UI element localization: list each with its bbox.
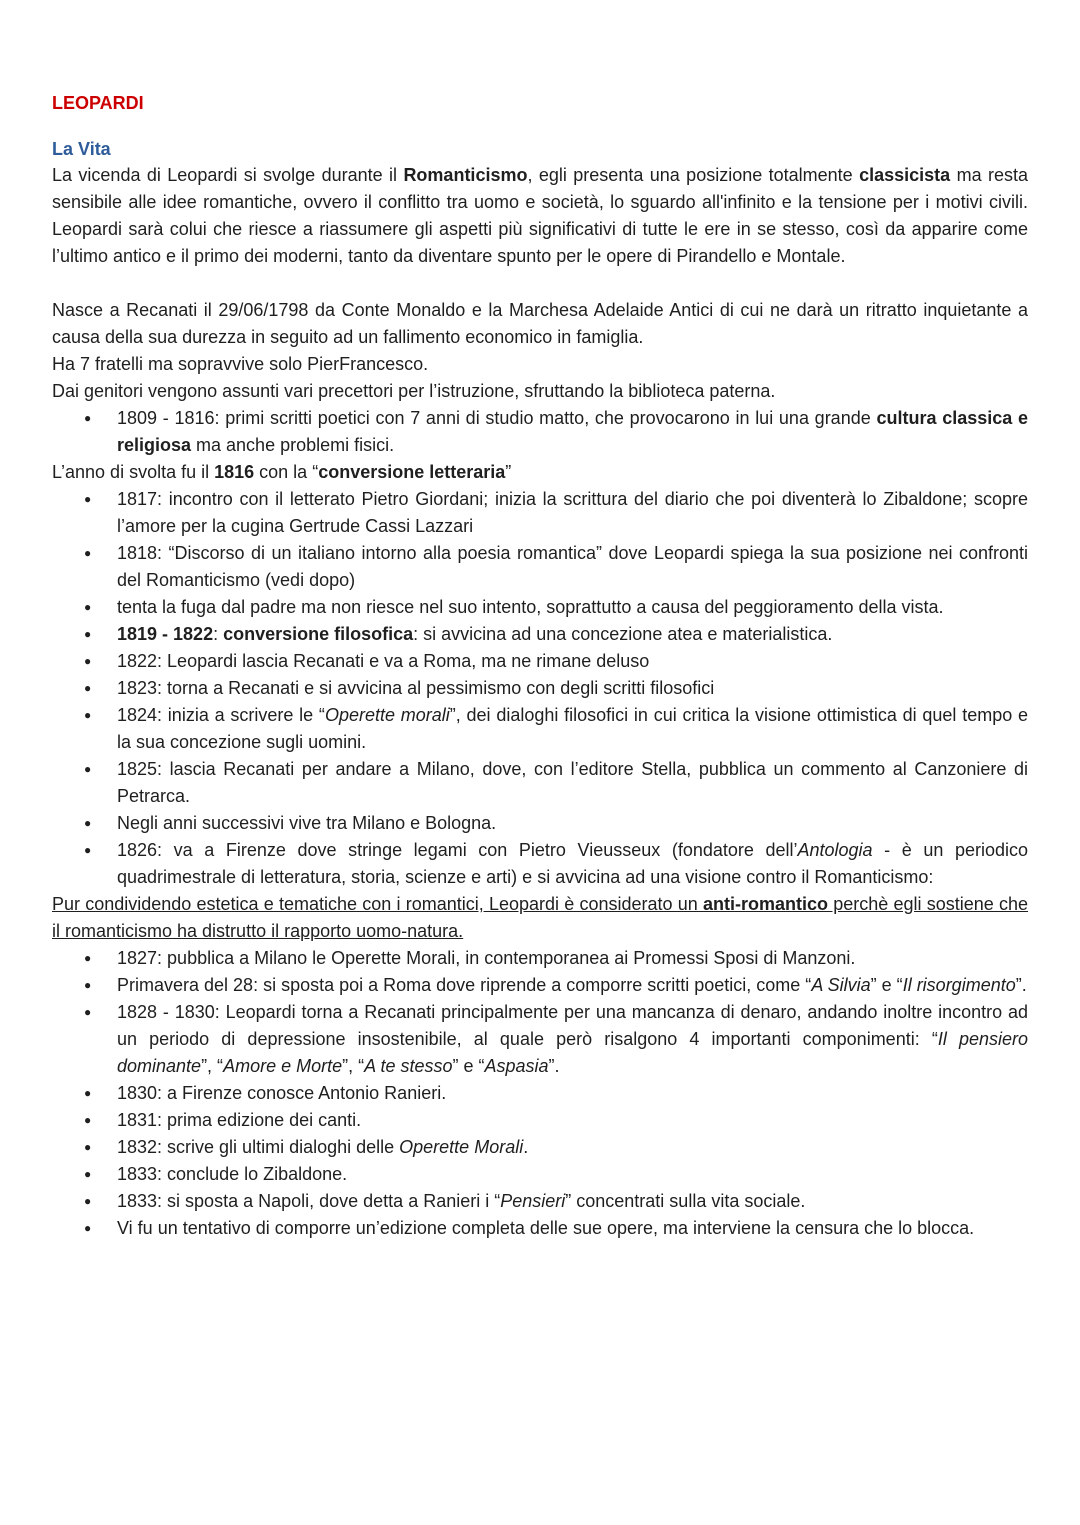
intro-paragraph: La vicenda di Leopardi si svolge durante il Romanticismo, egli presenta una posizione totalmente classicista ma resta sensibile alle idee romantiche, ovvero il conflitto tra uomo e società, lo sguardo all'infinito e la tensione per i motivi civili. Leopardi sarà colui che riesce a riassumere gli aspetti più significativi di tutte le ere in se stesso, così da apparire come l’ultimo antico e il primo dei moderni, tanto da diventare spunto per le opere di Pirandello e Montale.: [52, 165, 1028, 266]
list-item: ● 1825: lascia Recanati per andare a Milano, dove, con l’editore Stella, pubblica un commento al Canzoniere di Petrarca.: [52, 756, 1028, 810]
list-item: ● 1830: a Firenze conosce Antonio Ranieri.: [52, 1080, 1028, 1107]
paragraph-gap: [52, 270, 1028, 297]
section-heading: La Vita: [52, 139, 111, 159]
list-item: ● 1818: “Discorso di un italiano intorno alla poesia romantica” dove Leopardi spiega la sua posizione nei confronti del Romanticismo (vedi dopo): [52, 540, 1028, 594]
list-item: ● 1827: pubblica a Milano le Operette Morali, in contemporanea ai Promessi Sposi di Manzoni.: [52, 945, 1028, 972]
list-item: ● Primavera del 28: si sposta poi a Roma dove riprende a comporre scritti poetici, come “A Silvia” e “Il risorgimento”.: [52, 972, 1028, 999]
list-item: ● tenta la fuga dal padre ma non riesce nel suo intento, soprattutto a causa del peggioramento della vista.: [52, 594, 1028, 621]
document-title: LEOPARDI: [52, 93, 144, 113]
list-item: ● 1824: inizia a scrivere le “Operette morali”, dei dialoghi filosofici in cui critica la visione ottimistica di quel tempo e la sua concezione sugli uomini.: [52, 702, 1028, 756]
list-item: ● 1823: torna a Recanati e si avvicina al pessimismo con degli scritti filosofici: [52, 675, 1028, 702]
bullet-list-middle: [52, 486, 1028, 891]
underlined-statement: Pur condividendo estetica e tematiche con i romantici, Leopardi è considerato un anti-romantico perchè egli sostiene che il romanticismo ha distrutto il rapporto uomo-natura.: [52, 894, 1028, 941]
list-item: ● 1822: Leopardi lascia Recanati e va a Roma, ma ne rimane deluso: [52, 648, 1028, 675]
list-item: ● 1833: si sposta a Napoli, dove detta a Ranieri i “Pensieri” concentrati sulla vita sociale.: [52, 1188, 1028, 1215]
list-item: ● 1828 - 1830: Leopardi torna a Recanati principalmente per una mancanza di denaro, andando inoltre incontro ad un periodo di depressione insostenibile, al quale però risalgono 4 importanti componimenti: “Il pensiero dominante”, “Amore e Morte”, “A te stesso” e “Aspasia”.: [52, 999, 1028, 1080]
siblings-line: Ha 7 fratelli ma sopravvive solo PierFrancesco.: [52, 354, 429, 374]
turning-point-line: L’anno di svolta fu il 1816 con la “conversione letteraria”: [52, 462, 512, 482]
list-item: ● Vi fu un tentativo di comporre un’edizione completa delle sue opere, ma interviene la censura che lo blocca.: [52, 1215, 1028, 1242]
tutors-line: Dai genitori vengono assunti vari precettori per l’istruzione, sfruttando la biblioteca paterna.: [52, 381, 776, 401]
birth-paragraph: Nasce a Recanati il 29/06/1798 da Conte Monaldo e la Marchesa Adelaide Antici di cui ne darà un ritratto inquietante a causa della sua durezza in seguito ad un fallimento economico in famiglia.: [52, 300, 1028, 347]
document-page: [52, 90, 1028, 1242]
list-item: ● Negli anni successivi vive tra Milano e Bologna.: [52, 810, 1028, 837]
list-item: ● 1817: incontro con il letterato Pietro Giordani; inizia la scrittura del diario che poi diventerà lo Zibaldone; scopre l’amore per la cugina Gertrude Cassi Lazzari: [52, 486, 1028, 540]
list-item: ● 1826: va a Firenze dove stringe legami con Pietro Vieusseux (fondatore dell’Antologia - è un periodico quadrimestrale di letteratura, storia, scienze e arti) e si avvicina ad una visione contro il Romanticismo:: [52, 837, 1028, 891]
list-item: ● 1809 - 1816: primi scritti poetici con 7 anni di studio matto, che provocarono in lui una grande cultura classica e religiosa ma anche problemi fisici.: [52, 405, 1028, 459]
list-item: ● 1832: scrive gli ultimi dialoghi delle Operette Morali.: [52, 1134, 1028, 1161]
list-item: ● 1831: prima edizione dei canti.: [52, 1107, 1028, 1134]
bullet-list-early: [52, 405, 1028, 459]
list-item: ● 1819 - 1822: conversione filosofica: si avvicina ad una concezione atea e materialistica.: [52, 621, 1028, 648]
list-item: ● 1833: conclude lo Zibaldone.: [52, 1161, 1028, 1188]
bullet-list-late: [52, 945, 1028, 1242]
